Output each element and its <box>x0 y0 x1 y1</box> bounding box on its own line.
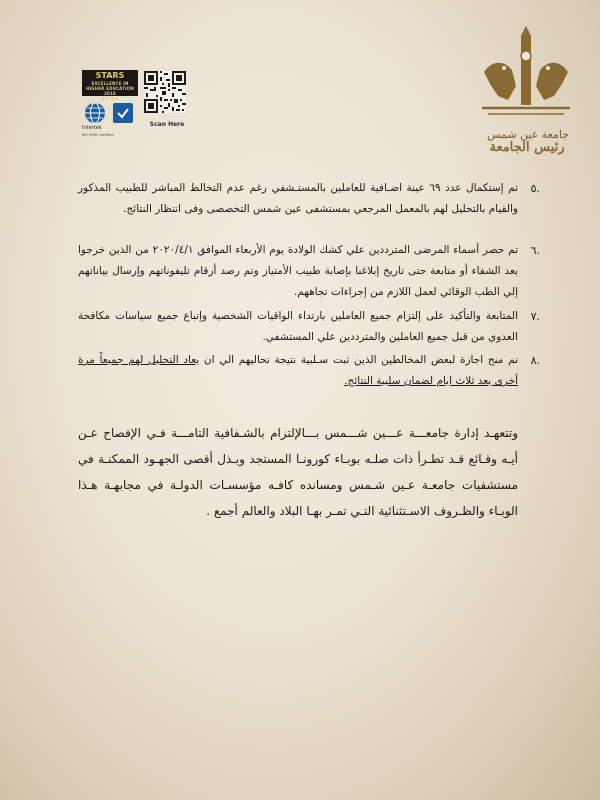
stars-badge <box>82 70 138 102</box>
stars-title: STARS <box>95 71 125 80</box>
university-emblem-icon <box>474 26 578 126</box>
list-item-underlined-text: يعاد التحليل لهم جميعاً مرة أخرى بعد ثلاث ايام لضمان سلبية النتائج. <box>78 354 518 387</box>
list-item-number: .٥ <box>530 182 540 195</box>
list-item-number: .٧ <box>530 310 540 323</box>
university-name: جامعة عين شمس <box>486 128 570 141</box>
president-title: رئيس الجامعة <box>489 140 565 155</box>
certification-block <box>82 70 202 140</box>
list-item <box>78 306 540 348</box>
list-item-number: .٨ <box>530 354 540 367</box>
intertek-globe-icon <box>82 102 108 124</box>
university-emblem-block <box>474 26 578 155</box>
certification-check-icon <box>113 103 133 123</box>
list-item-text: المتابعة والتأكيد على إلتزام جميع العاملين بارتداء الواقيات الشخصية وإتباع جميع سياسات مكافحة العدوي من قبل جميع العاملين والمترددين علي المستشفي. <box>78 310 518 343</box>
list-item-text: تم إستكمال عدد ٦٩ عينة اضـافية للعاملين بالمستـشفي رغم عدم التخالط المباشر للطبيب المذكور والقيام بالتحليل لهم بالمعمل المرجعي بمستشفى عين شمس التخصصى وفى انتظار النتائج. <box>78 182 518 215</box>
stars-year: 2018 <box>104 91 116 96</box>
list-item-number: .٦ <box>530 244 540 257</box>
list-item <box>78 350 540 392</box>
qr-code-icon[interactable] <box>144 70 186 114</box>
scan-here-label: Scan Here <box>149 121 185 128</box>
stars-rating: ★★★★ <box>101 96 119 102</box>
stars-subtitle: EXCELLENCE IN HIGHER EDUCATION <box>86 81 134 91</box>
list-item-text: تم منح اجازة لبعض المخالطين الذين ثبت سـلبية نتيجة تحاليهم الي ان <box>199 354 518 366</box>
list-item-text: تم حصر أسماء المرضى المترددين علي كشك الولادة يوم الأربعاء الموافق ٢٠٢٠/٤/١ من الذين خرجوا بعد الشفاء أو متابعة حتى تاريخ إبلاغنا بإصابة طبيب الأمتياز وتم رصد أرقام تليفوناتهم وإرسال بياناتهم إلي الطب الوقائي لعمل اللازم من إجراءات تجاههم. <box>78 244 518 298</box>
iso-label: ISO 9001 certified <box>82 133 114 137</box>
closing-paragraph: وتتعهـد إدارة جامعـــة عـــين شـــمس بـــالإلتزام بالشـفافية التامـــة فـي الإفصاح عـن أيـه وقـائع قـد تطـرأ ذات صلـه بوبـاء كورونـا المستجد وبـذل أقصى الجهـود الممكنـة في مستشفيات جامعـة عـين شـمس ومسانده كافـه مؤسسـات الدولـة في مجابهـة هـذا الوبـاء والظـروف الاسـتثنائية التـي تمـر بهـا البلاد والعالم أجمع . <box>78 426 518 518</box>
list-item <box>78 240 540 303</box>
list-item <box>78 178 540 220</box>
intertek-label: Intertek <box>82 125 102 131</box>
